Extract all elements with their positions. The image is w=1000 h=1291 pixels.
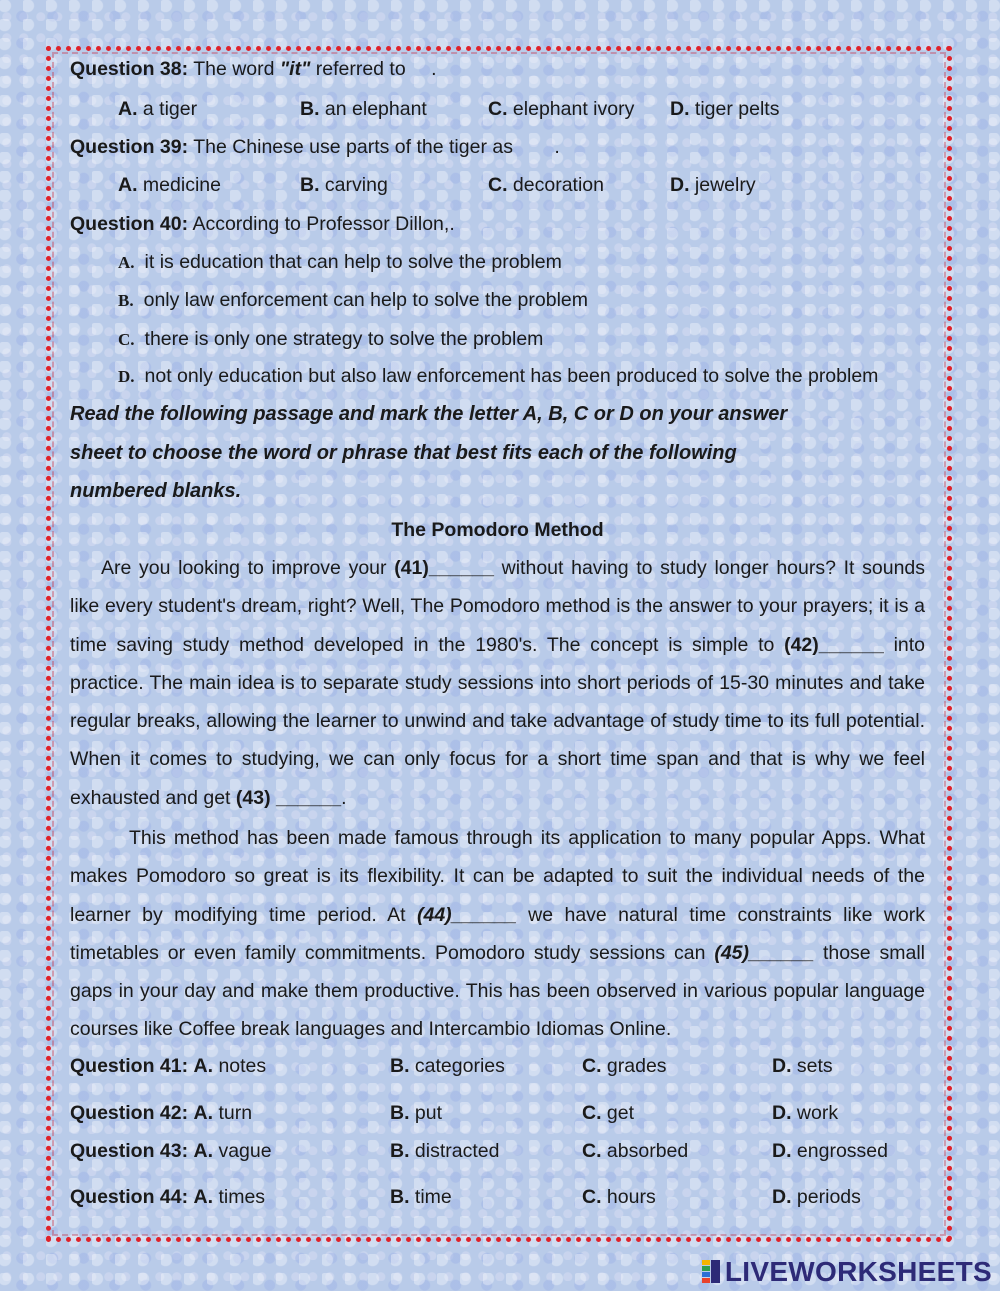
option-a[interactable]: A. medicine: [118, 174, 221, 196]
question-40: [70, 213, 455, 236]
question-39-options: [70, 174, 925, 200]
option-b[interactable]: B. an elephant: [300, 98, 427, 120]
question-42-row: [70, 1102, 925, 1128]
blank-41[interactable]: (41)______: [394, 557, 494, 579]
question-44-row: [70, 1186, 925, 1212]
option-d[interactable]: D. jewelry: [670, 174, 756, 196]
option-d[interactable]: D. sets: [772, 1055, 833, 1077]
option-a[interactable]: Question 44: A. times: [70, 1186, 266, 1208]
question-label: Question 40:: [70, 213, 189, 235]
question-text: The Chinese use parts of the tiger as: [193, 136, 513, 158]
liveworksheets-logo: [701, 1256, 992, 1288]
question-39: [70, 136, 560, 159]
option-c[interactable]: C. elephant ivory: [488, 98, 635, 120]
question-38-options: [70, 98, 925, 124]
instructions-line-3: numbered blanks.: [70, 480, 242, 502]
passage-paragraph-2: This method has been made famous through its application to many popular Apps. What makes Pomodoro so great is its flexibility. It can be adapted to suit the individual needs of the learner by modifying time period. At (44)______ we have natural time constraints like work timetables or even family commitments. Pomodoro study sessions can (45)______ those small gaps in your day and make them productive. This has been observed in various popular language courses like Coffee break languages and Intercambio Idiomas Online.: [70, 827, 926, 1041]
option-a[interactable]: Question 42: A. turn: [70, 1102, 253, 1124]
blank-43[interactable]: (43) ______: [235, 786, 342, 809]
option-a[interactable]: A. it is education that can help to solve the problem: [118, 251, 562, 273]
question-text: According to Professor Dillon,.: [192, 213, 455, 235]
passage-paragraph-1: Are you looking to improve your (41)______ without having to study longer hours? It sounds like every student's dream, right? Well, The Pomodoro method is the answer to your prayers; it is a time saving study method developed in the 1980's. The concept is simple to (42)______ into practice. The main idea is to separate study sessions into short periods of 15-30 minutes and take regular breaks, allowing the learner to unwind and take advantage of study time to its full potential. When it comes to studying, we can only focus for a short time span and that is why we feel exhausted and get (43) ______.: [70, 557, 926, 809]
question-41-row: [70, 1055, 925, 1081]
question-keyword: "it": [279, 58, 311, 80]
question-label: Question 39:: [70, 136, 189, 158]
option-b[interactable]: B. time: [390, 1186, 452, 1208]
question-blank: .: [554, 136, 560, 158]
option-b[interactable]: B. categories: [390, 1055, 505, 1077]
logo-text: LIVEWORKSHEETS: [724, 1256, 992, 1287]
option-c[interactable]: C. grades: [582, 1055, 667, 1077]
instructions-line-1: Read the following passage and mark the letter A, B, C or D on your answer: [70, 403, 788, 425]
option-a[interactable]: A. a tiger: [118, 98, 198, 120]
option-b[interactable]: B. only law enforcement can help to solve the problem: [118, 289, 589, 311]
passage-title: The Pomodoro Method: [391, 519, 604, 541]
question-blank: .: [431, 58, 437, 80]
option-d[interactable]: D. periods: [772, 1186, 861, 1208]
option-c[interactable]: C. absorbed: [582, 1140, 689, 1162]
option-b[interactable]: B. put: [390, 1102, 443, 1124]
question-text: referred to: [315, 58, 406, 80]
blank-45[interactable]: (45)______: [714, 941, 815, 964]
option-a[interactable]: Question 41: A. notes: [70, 1055, 267, 1077]
option-b[interactable]: B. distracted: [390, 1140, 500, 1162]
question-label: Question 38:: [70, 58, 189, 80]
instructions-line-2: sheet to choose the word or phrase that best fits each of the following: [70, 442, 737, 464]
option-d[interactable]: D. not only education but also law enforcement has been produced to solve the problem: [118, 365, 879, 387]
blank-42[interactable]: (42)______: [784, 633, 884, 656]
blank-44[interactable]: (44)______: [417, 903, 517, 926]
question-43-row: [70, 1140, 925, 1166]
logo-mark-icon: [701, 1259, 721, 1285]
option-c[interactable]: C. hours: [582, 1186, 656, 1208]
option-a[interactable]: Question 43: A. vague: [70, 1140, 272, 1162]
option-c[interactable]: C. there is only one strategy to solve the problem: [118, 328, 544, 350]
option-d[interactable]: D. engrossed: [772, 1140, 888, 1162]
option-d[interactable]: D. work: [772, 1102, 839, 1124]
option-c[interactable]: C. get: [582, 1102, 635, 1124]
option-d[interactable]: D. tiger pelts: [670, 98, 780, 120]
question-38: [70, 58, 437, 81]
question-text: The word: [193, 58, 275, 80]
option-b[interactable]: B. carving: [300, 174, 388, 196]
option-c[interactable]: C. decoration: [488, 174, 604, 196]
